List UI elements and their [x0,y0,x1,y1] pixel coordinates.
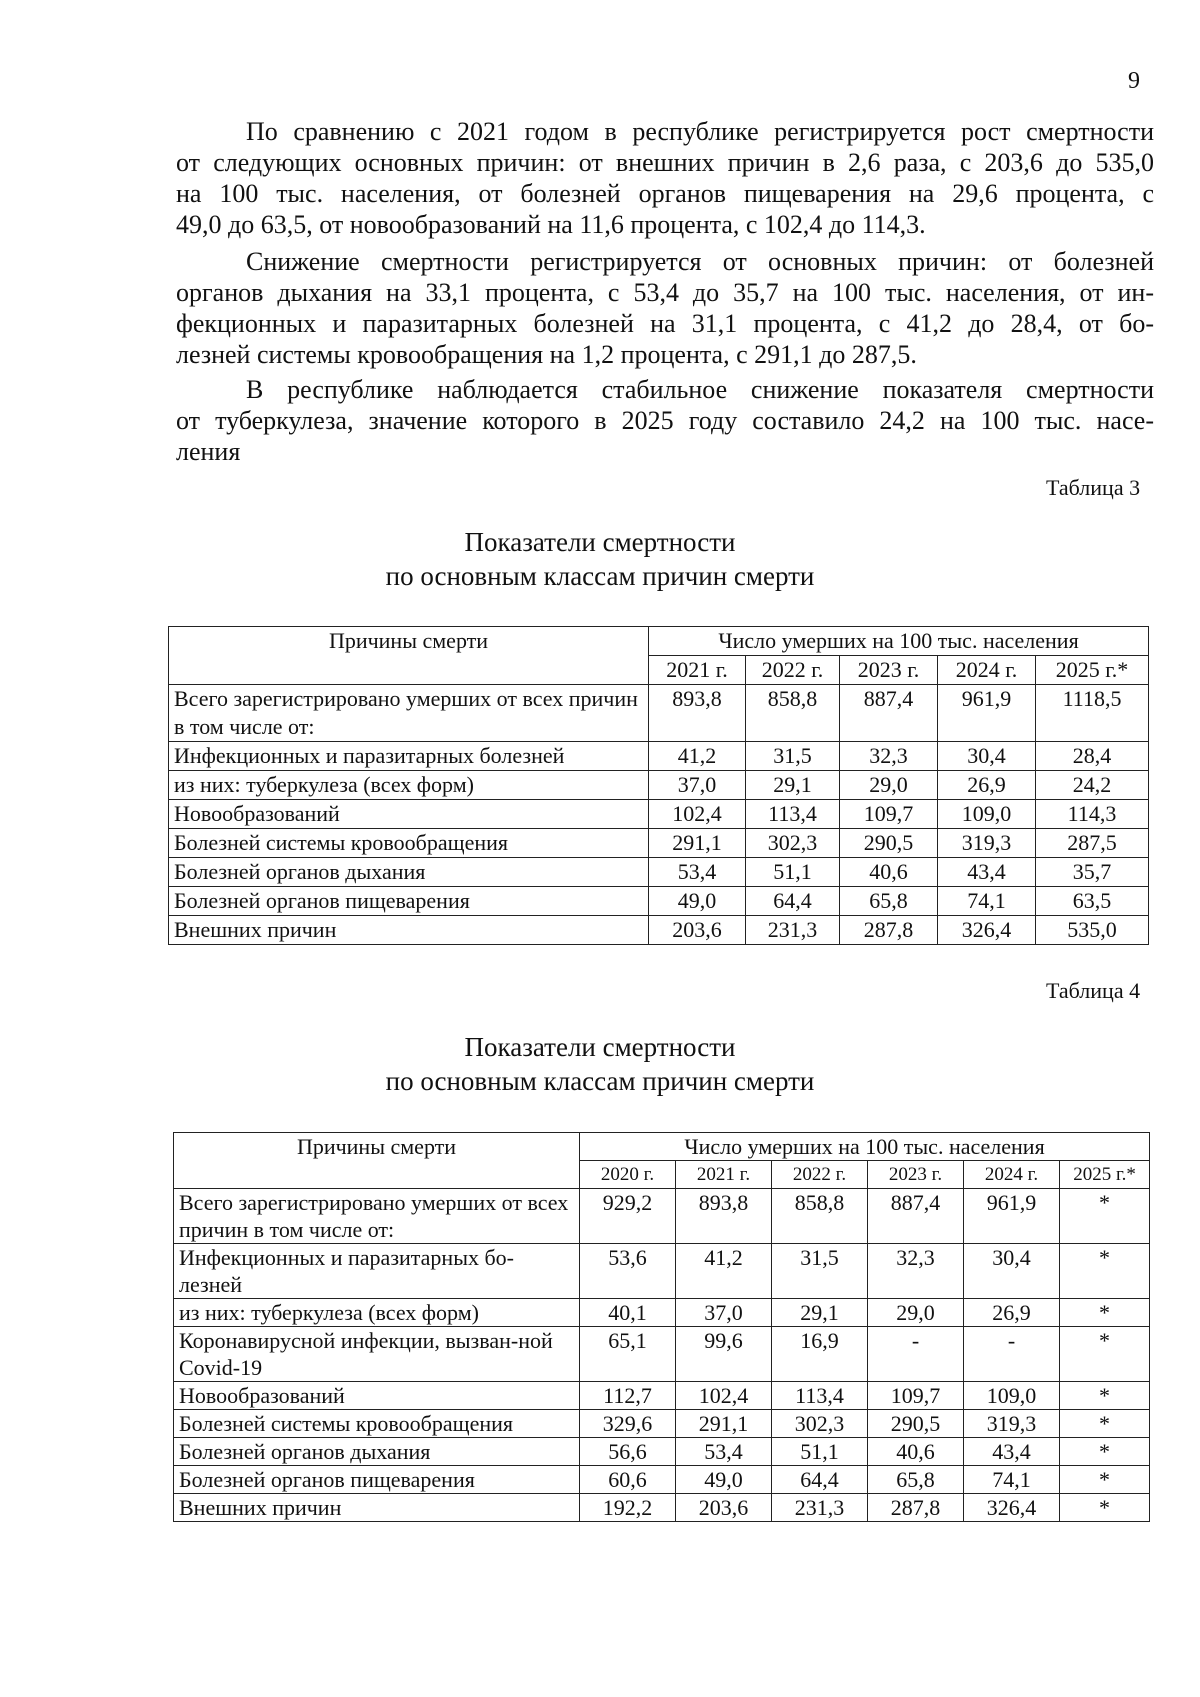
value-cell: * [1060,1299,1150,1327]
value-cell: 287,8 [868,1494,964,1522]
value-cell: 29,1 [746,771,840,800]
value-cell: 290,5 [868,1410,964,1438]
value-cell: 192,2 [580,1494,676,1522]
value-cell: 1118,5 [1036,685,1149,742]
value-cell: 535,0 [1036,916,1149,945]
cause-cell: из них: туберкулеза (всех форм) [174,1299,580,1327]
value-cell: 114,3 [1036,800,1149,829]
value-cell: 29,0 [868,1299,964,1327]
value-cell: * [1060,1189,1150,1244]
table3-header-year: 2021 г. [649,656,746,685]
table3-title [0,525,1200,593]
table4-header-year: 2022 г. [772,1161,868,1189]
value-cell: 51,1 [772,1438,868,1466]
value-cell: 49,0 [676,1466,772,1494]
value-cell: 329,6 [580,1410,676,1438]
table-row [169,829,1149,858]
table-row [174,1189,1150,1244]
cause-cell: Новообразований [174,1382,580,1410]
paragraph-growth [176,116,1154,240]
value-cell: 30,4 [964,1244,1060,1299]
value-cell: 326,4 [938,916,1036,945]
value-cell: 858,8 [746,685,840,742]
value-cell: 40,6 [868,1438,964,1466]
value-cell: 291,1 [649,829,746,858]
cause-cell: Болезней органов дыхания [174,1438,580,1466]
value-cell: 29,1 [772,1299,868,1327]
paragraph-line: 49,0 до 63,5, от новообразований на 11,6 процента, с 102,4 до 114,3. [176,210,926,239]
value-cell: 40,6 [840,858,938,887]
value-cell: 43,4 [938,858,1036,887]
value-cell: 302,3 [746,829,840,858]
table4-header-year: 2020 г. [580,1161,676,1189]
value-cell: 113,4 [746,800,840,829]
value-cell: 231,3 [772,1494,868,1522]
paragraph-line: от следующих основных причин: от внешних причин в 2,6 раза, с 203,6 до 535,0 [176,148,1154,177]
value-cell: 56,6 [580,1438,676,1466]
value-cell: 102,4 [676,1382,772,1410]
value-cell: 929,2 [580,1189,676,1244]
table-row [174,1244,1150,1299]
value-cell: 31,5 [746,742,840,771]
value-cell: 287,8 [840,916,938,945]
value-cell: 65,1 [580,1327,676,1382]
table-row [174,1466,1150,1494]
value-cell: 26,9 [938,771,1036,800]
table4-header-year: 2025 г.* [1060,1161,1150,1189]
table-row [169,800,1149,829]
cause-cell: Коронавирусной инфекции, вызван-ной Covid-19 [174,1327,580,1382]
paragraph-tuberculosis [176,374,1154,467]
table3-header-year: 2022 г. [746,656,840,685]
value-cell: 319,3 [964,1410,1060,1438]
value-cell: 99,6 [676,1327,772,1382]
value-cell: 109,7 [840,800,938,829]
cause-cell: Инфекционных и паразитарных бо-лезней [174,1244,580,1299]
table4-title-line: по основным классам причин смерти [385,1066,815,1096]
value-cell: 35,7 [1036,858,1149,887]
value-cell: 37,0 [649,771,746,800]
table-row [169,742,1149,771]
table3 [168,626,1149,945]
table-row [174,1410,1150,1438]
value-cell: 31,5 [772,1244,868,1299]
table4-header-year: 2023 г. [868,1161,964,1189]
paragraph-line: на 100 тыс. населения, от болезней органов пищеварения на 29,6 процента, с [176,179,1154,208]
value-cell: - [868,1327,964,1382]
table3-header-cause: Причины смерти [169,627,649,685]
value-cell: * [1060,1410,1150,1438]
table3-title-line: Показатели смертности [464,527,736,557]
table4-header-year: 2024 г. [964,1161,1060,1189]
value-cell: 893,8 [649,685,746,742]
value-cell: 203,6 [676,1494,772,1522]
value-cell: 231,3 [746,916,840,945]
value-cell: 109,7 [868,1382,964,1410]
table-row [169,916,1149,945]
value-cell: * [1060,1466,1150,1494]
value-cell: 302,3 [772,1410,868,1438]
cause-cell: из них: туберкулеза (всех форм) [169,771,649,800]
value-cell: 32,3 [868,1244,964,1299]
value-cell: 32,3 [840,742,938,771]
cause-cell: Всего зарегистрировано умерших от всех причин в том числе от: [169,685,649,742]
value-cell: 291,1 [676,1410,772,1438]
value-cell: 53,4 [649,858,746,887]
value-cell: 53,6 [580,1244,676,1299]
value-cell: 64,4 [746,887,840,916]
table-row [174,1438,1150,1466]
value-cell: * [1060,1327,1150,1382]
value-cell: * [1060,1438,1150,1466]
value-cell: 887,4 [868,1189,964,1244]
paragraph-line: лезней системы кровообращения на 1,2 процента, с 291,1 до 287,5. [176,340,917,369]
value-cell: 887,4 [840,685,938,742]
table-row [174,1494,1150,1522]
table4-title-line: Показатели смертности [464,1032,736,1062]
paragraph-line: ления [176,437,241,466]
cause-cell: Болезней системы кровообращения [174,1410,580,1438]
table-row [169,771,1149,800]
cause-cell: Внешних причин [174,1494,580,1522]
value-cell: 29,0 [840,771,938,800]
value-cell: 28,4 [1036,742,1149,771]
paragraph-line: В республике наблюдается стабильное снижение показателя смертности [246,375,1154,404]
cause-cell: Инфекционных и паразитарных болезней [169,742,649,771]
value-cell: 109,0 [938,800,1036,829]
cause-cell: Болезней органов дыхания [169,858,649,887]
table3-title-line: по основным классам причин смерти [385,561,815,591]
value-cell: - [964,1327,1060,1382]
table-row [169,858,1149,887]
value-cell: 64,4 [772,1466,868,1494]
table-row [169,887,1149,916]
page-number: 9 [1128,68,1140,94]
paragraph-decline [176,246,1154,370]
value-cell: 53,4 [676,1438,772,1466]
paragraph-line: Снижение смертности регистрируется от основных причин: от болезней [246,247,1154,276]
table-row [174,1327,1150,1382]
value-cell: 63,5 [1036,887,1149,916]
value-cell: * [1060,1244,1150,1299]
table3-header-year: 2023 г. [840,656,938,685]
table-row [174,1382,1150,1410]
value-cell: 319,3 [938,829,1036,858]
value-cell: 49,0 [649,887,746,916]
paragraph-line: фекционных и паразитарных болезней на 31,1 процента, с 41,2 до 28,4, от бо- [176,309,1154,338]
table4-header-group: Число умерших на 100 тыс. населения [580,1133,1150,1161]
value-cell: 60,6 [580,1466,676,1494]
table3-label: Таблица 3 [1046,475,1141,500]
table4-header-cause: Причины смерти [174,1133,580,1189]
cause-cell: Новообразований [169,800,649,829]
table-row [174,1299,1150,1327]
value-cell: 74,1 [964,1466,1060,1494]
cause-cell: Всего зарегистрировано умерших от всех причин в том числе от: [174,1189,580,1244]
value-cell: 65,8 [840,887,938,916]
value-cell: 203,6 [649,916,746,945]
table4-header-year: 2021 г. [676,1161,772,1189]
value-cell: 41,2 [676,1244,772,1299]
value-cell: 893,8 [676,1189,772,1244]
table3-header-group: Число умерших на 100 тыс. населения [649,627,1149,656]
cause-cell: Болезней системы кровообращения [169,829,649,858]
value-cell: 287,5 [1036,829,1149,858]
value-cell: * [1060,1494,1150,1522]
value-cell: 102,4 [649,800,746,829]
cause-cell: Болезней органов пищеварения [169,887,649,916]
value-cell: 30,4 [938,742,1036,771]
paragraph-line: органов дыхания на 33,1 процента, с 53,4 до 35,7 на 100 тыс. населения, от ин- [176,278,1154,307]
table3-header-year: 2024 г. [938,656,1036,685]
table3-header-year: 2025 г.* [1036,656,1149,685]
paragraph-line: По сравнению с 2021 годом в республике регистрируется рост смертности [246,117,1154,146]
value-cell: 16,9 [772,1327,868,1382]
value-cell: * [1060,1382,1150,1410]
table4-title [0,1030,1200,1098]
value-cell: 112,7 [580,1382,676,1410]
value-cell: 26,9 [964,1299,1060,1327]
table-row [169,685,1149,742]
value-cell: 24,2 [1036,771,1149,800]
value-cell: 65,8 [868,1466,964,1494]
value-cell: 113,4 [772,1382,868,1410]
value-cell: 109,0 [964,1382,1060,1410]
value-cell: 37,0 [676,1299,772,1327]
value-cell: 290,5 [840,829,938,858]
value-cell: 858,8 [772,1189,868,1244]
cause-cell: Внешних причин [169,916,649,945]
value-cell: 74,1 [938,887,1036,916]
value-cell: 40,1 [580,1299,676,1327]
value-cell: 43,4 [964,1438,1060,1466]
cause-cell: Болезней органов пищеварения [174,1466,580,1494]
paragraph-line: от туберкулеза, значение которого в 2025 году составило 24,2 на 100 тыс. насе- [176,406,1154,435]
table4 [173,1132,1150,1522]
value-cell: 41,2 [649,742,746,771]
table4-label: Таблица 4 [1046,978,1141,1003]
value-cell: 51,1 [746,858,840,887]
value-cell: 961,9 [938,685,1036,742]
value-cell: 326,4 [964,1494,1060,1522]
value-cell: 961,9 [964,1189,1060,1244]
